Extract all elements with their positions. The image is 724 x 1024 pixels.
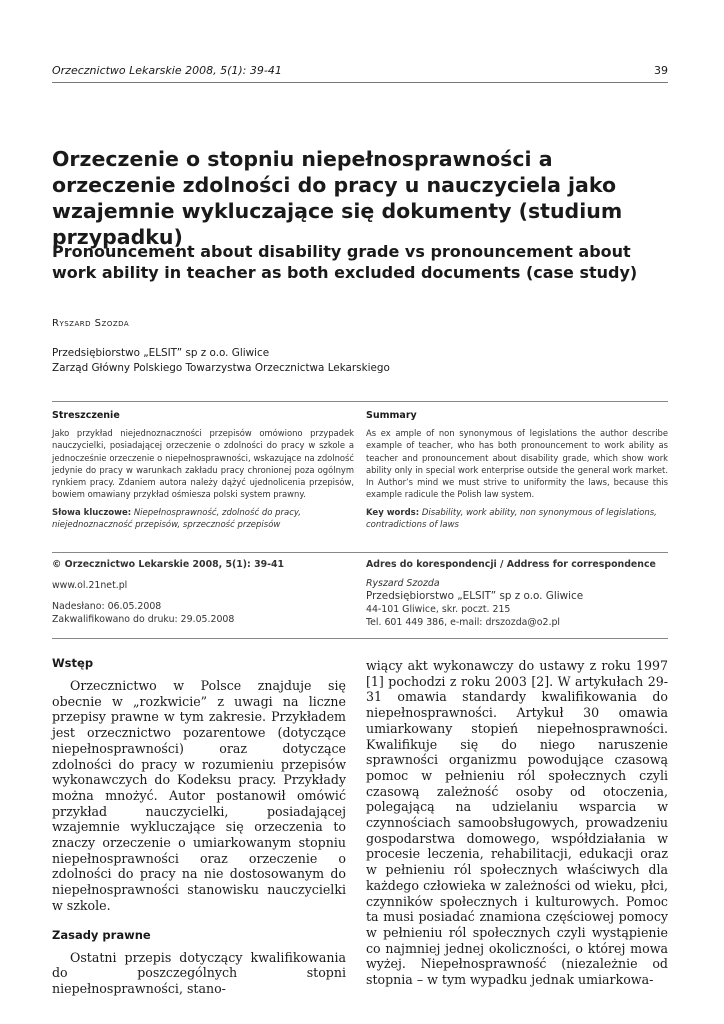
keywords-en-text: Disability, work ability, non synonymous of legislations, contradictions of laws xyxy=(366,507,657,530)
accepted-date: Zakwalifikowano do druku: 29.05.2008 xyxy=(52,614,235,625)
correspondence-heading: Adres do korespondencji / Address for correspondence xyxy=(366,559,656,570)
correspondence-contact: Tel. 601 449 386, e-mail: drszozda@o2.pl xyxy=(366,617,561,628)
right-paragraph xyxy=(366,658,668,988)
correspondence-address: 44-101 Gliwice, skr. poczt. 215 xyxy=(366,604,511,615)
correspondence-company: Przedsiębiorstwo „ELSIT” sp z o.o. Gliwice xyxy=(366,590,584,602)
paragraph: Ostatni przepis dotyczący kwalifikowania do poszczególnych stopni niepełnosprawności, stano- xyxy=(52,949,346,996)
paragraph: Orzecznictwo w Polsce znajduje się obecnie w „rozkwicie” z uwagi na liczne przepisy prawne w tym zakresie. Przykładem jest orzecznictwo pozarentowe (dotyczące niepełnosprawności) oraz dotyczące zdolności do pracy w rozumieniu przepisów wykonawczych do Kodeksu pracy. Przykłady można mnożyć. Autor postanowił omówić przykład nauczycielki, posiadającej wzajemnie wykluczające się orzeczenia to znaczy orzeczenie o umiarkowanym stopniu niepełnosprawności oraz orzeczenie o zdolności do pracy na nie dostosowanym do niepełnosprawności stanowisku nauczycielki w szkole. xyxy=(52,678,346,913)
journal-citation: Orzecznictwo Lekarskie 2008, 5(1): 39-41 xyxy=(52,64,282,77)
summary-text: As ex ample of non synonymous of legislations the author describe example of teacher, who has both pronouncement to work ability as teacher and pronouncement about disability grade, which show work ability only in special work enterprise outside the general work market. In Author’s mind we must strive to uniformity the laws, because this example radicule the Polish law system. xyxy=(366,428,668,500)
rules-paragraph xyxy=(52,950,346,997)
section-heading-intro: Wstęp xyxy=(52,656,94,670)
affiliation xyxy=(52,346,390,376)
article-meta xyxy=(52,558,354,626)
abstract-text: Jako przykład niejednoznaczności przepisów omówiono przypadek nauczycielki, posiadającej orzeczenie o zdolności do pracy w szkole a jednocześnie orzeczenie o niepełnosprawności, wskazujące na zdolność jedynie do pracy w warunkach zakładu pracy chronionej poza ogólnym rynkiem pracy. Zdaniem autora należy dążyć ujednolicenia przepisów, bowiem omawiany przykład ośmiesza polski system prawny. xyxy=(52,428,354,500)
divider xyxy=(52,552,668,553)
abstract-heading: Streszczenie xyxy=(52,410,120,421)
keywords-en-label: Key words: xyxy=(366,507,420,518)
correspondence xyxy=(366,558,668,629)
keywords-en xyxy=(366,507,668,531)
keywords-text: Niepełnosprawność, zdolność do pracy, niejednoznaczność przepisów, sprzeczność przepisów xyxy=(52,507,301,530)
keywords xyxy=(52,507,354,531)
website: www.ol.21net.pl xyxy=(52,580,128,591)
divider xyxy=(52,638,668,639)
title-polish: Orzeczenie o stopniu niepełnosprawności a orzeczenie zdolności do pracy u nauczyciela jako wzajemnie wykluczające się dokumenty (studium przypadku) xyxy=(52,147,623,249)
summary-heading: Summary xyxy=(366,410,417,421)
divider xyxy=(52,401,668,402)
running-header xyxy=(52,64,668,83)
correspondence-name: Ryszard Szozda xyxy=(366,578,440,589)
affiliation-line: Przedsiębiorstwo „ELSIT” sp z o.o. Gliwice xyxy=(52,347,270,359)
keywords-label: Słowa kluczowe: xyxy=(52,507,132,518)
author: Ryszard Szozda xyxy=(52,318,130,329)
section-heading-rules: Zasady prawne xyxy=(52,927,151,942)
paragraph: wiący akt wykonawczy do ustawy z roku 1997 [1] pochodzi z roku 2003 [2]. W artykułach 29-31 omawia standardy kwalifikowania do niepełnosprawności. Artykuł 30 omawia umiarkowany stopień niepełnosprawności. Kwalifikuje się do niego naruszenie sprawności organizmu powodujące czasową pomoc w pełnieniu ról społecznych czyli czasową zależność osoby od otoczenia, polegającą na udzielaniu wsparcia w czynnościach samoobsługowych, prowadzeniu gospodarstwa domowego, współdziałania w procesie leczenia, rehabilitacji, edukacji oraz w pełnieniu ról społecznych właściwych dla każdego człowieka w zależności od wieku, płci, czynników społecznych i kulturowych. Pomoc ta musi posiadać znamiona częściowej pomocy w pełnieniu ról społecznych czyli wystąpienie co najmniej jednej okoliczności, o której mowa wyżej. Niepełnosprawność (niezależnie od stopnia – w tym wypadku jednak umiarkowa- xyxy=(366,658,668,988)
affiliation-line: Zarząd Główny Polskiego Towarzystwa Orzecznictwa Lekarskiego xyxy=(52,362,390,374)
received-date: Nadesłano: 06.05.2008 xyxy=(52,601,162,612)
abstract-english xyxy=(366,410,668,531)
abstract-polish xyxy=(52,410,354,531)
title-english: Pronouncement about disability grade vs pronouncement about work ability in teacher as both excluded documents (case study) xyxy=(52,242,638,282)
intro-paragraph xyxy=(52,678,346,914)
copyright: © Orzecznictwo Lekarskie 2008, 5(1): 39-41 xyxy=(52,559,285,570)
page-number: 39 xyxy=(654,64,668,77)
body-right-column xyxy=(366,658,668,988)
body-left-column xyxy=(52,656,346,997)
